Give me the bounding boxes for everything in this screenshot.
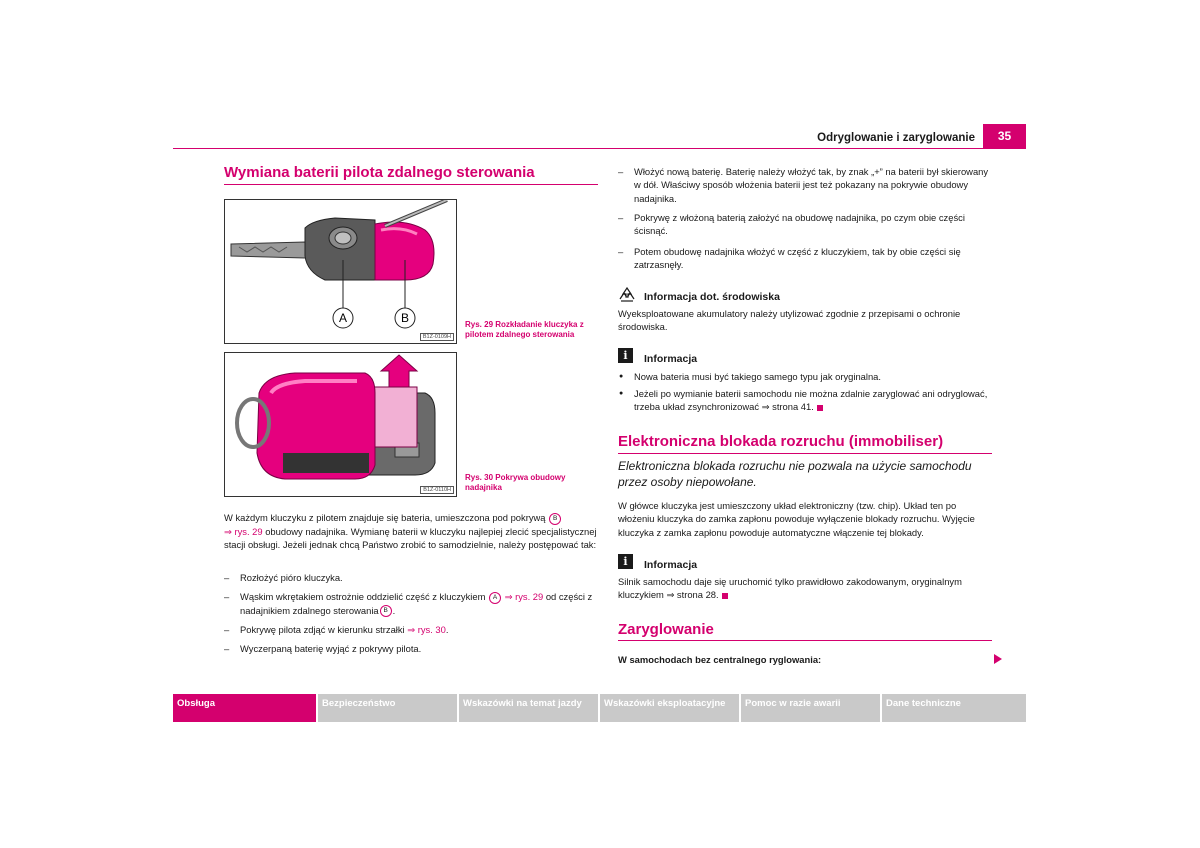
info-heading-2: Informacja (644, 559, 698, 571)
link-fig-30[interactable]: ⇒ rys. 30 (407, 624, 446, 635)
step-6: – Pokrywę z włożoną baterią założyć na obudowę nadajnika, po czym obie części ścisnąć. (618, 211, 992, 238)
svg-text:B: B (400, 311, 410, 325)
section-rule (224, 184, 598, 185)
figure-30-illustration (225, 353, 456, 496)
running-header-title: Odryglowanie i zaryglowanie (817, 132, 975, 144)
step-7: – Potem obudowę nadajnika włożyć w część z kluczykiem, tak by obie części się zatrzasnęły. (618, 245, 992, 272)
intro-paragraph: W każdym kluczyku z pilotem znajduje się bateria, umieszczona pod pokrywą B ⇒ rys. 29 obudowy nadajnika. Wymianę baterii w kluczyku najlepiej zlecić specjalistycznej stacji obsługi. Jeżeli jednak chcą Państwo zrobić to samodzielnie, należy postępować tak: (224, 512, 597, 550)
info-bullet-2: ● Jeżeli po wymianie baterii samochodu nie można zdalnie zaryglować ani odryglować, trzeba układ zsynchronizować ⇒ strona 41. (618, 387, 998, 414)
immobiliser-lead: Elektroniczna blokada rozruchu nie pozwala na użycie samochodu przez osoby niepowołane. (618, 459, 972, 489)
link-fig-29-step[interactable]: ⇒ rys. 29 (504, 591, 544, 602)
recycle-icon (618, 287, 636, 303)
section-title-battery: Wymiana baterii pilota zdalnego sterowania (224, 164, 535, 181)
step-4: – Wyczerpaną baterię wyjąć z pokrywy pilota. (224, 642, 614, 655)
chapter-tabs (173, 694, 1026, 722)
info-2-text: Silnik samochodu daje się uruchomić tylko prawidłowo zakodowanym, oryginalnym kluczykiem ⇒ strona 28. (618, 576, 962, 601)
step-1: – Rozłożyć pióro kluczyka. (224, 571, 614, 584)
tab-pomoc[interactable]: Pomoc w razie awarii (741, 694, 880, 722)
end-marker (817, 405, 823, 411)
figure-29-code: B1Z-0109H (420, 333, 454, 341)
section-rule-locking (618, 640, 992, 641)
tab-bezpieczenstwo[interactable]: Bezpieczeństwo (318, 694, 457, 722)
figure-30-code: B1Z-0110H (420, 486, 454, 494)
circled-a: A (489, 592, 501, 604)
svg-text:A: A (338, 311, 348, 325)
header-rule (173, 148, 1026, 149)
locking-subhead: W samochodach bez centralnego ryglowania: (618, 654, 822, 665)
step-3: – Pokrywę pilota zdjąć w kierunku strzałki ⇒ rys. 30. (224, 623, 614, 636)
section-title-locking: Zaryglowanie (618, 621, 714, 638)
info-icon: i (618, 554, 633, 569)
page-number: 35 (983, 124, 1026, 148)
tab-dane-techniczne[interactable]: Dane techniczne (882, 694, 1026, 722)
info-heading-1: Informacja (644, 353, 698, 365)
end-marker (722, 593, 728, 599)
immobiliser-text: W główce kluczyka jest umieszczony układ elektroniczny (tzw. chip). Układ ten po włożeniu kluczyka do zamka zapłonu powoduje wyłączenie blokady rozruchu. Wyjęcie kluczyka z zamka zapłonu powoduje automatyczne włączenie tej blokady. (618, 500, 975, 538)
circled-b-step: B (380, 605, 392, 617)
env-heading: Informacja dot. środowiska (644, 291, 780, 303)
tab-wskazowki-eksploatacyjne[interactable]: Wskazówki eksploatacyjne (600, 694, 739, 722)
info-bullet-1: ● Nowa bateria musi być takiego samego typu jak oryginalna. (618, 370, 1004, 383)
step-5: – Włożyć nową baterię. Baterię należy włożyć tak, by znak „+” na baterii był skierowany w dół. Właściwy sposób włożenia baterii jest też pokazany na pokrywie obudowy nadajnika. (618, 165, 992, 205)
section-title-immobiliser: Elektroniczna blokada rozruchu (immobiliser) (618, 433, 944, 450)
figure-30 (224, 352, 457, 497)
step-2: – Wąskim wkrętakiem ostrożnie oddzielić część z kluczykiem A ⇒ rys. 29 od części z nadajnikiem zdalnego sterowania B . (224, 590, 598, 617)
continue-arrow-icon[interactable] (994, 654, 1002, 664)
tab-obsluga[interactable]: Obsługa (173, 694, 316, 722)
circled-b: B (549, 513, 561, 525)
figure-29 (224, 199, 457, 344)
env-text: Wyeksploatowane akumulatory należy utylizować zgodnie z przepisami o ochronie środowiska. (618, 308, 961, 333)
tab-wskazowki-jazdy[interactable]: Wskazówki na temat jazdy (459, 694, 598, 722)
figure-29-illustration (225, 200, 456, 343)
figure-30-caption: Rys. 30 Pokrywa obudowy nadajnika (465, 473, 566, 492)
link-fig-29[interactable]: ⇒ rys. 29 (224, 525, 263, 537)
info-icon: i (618, 348, 633, 363)
section-rule-immobiliser (618, 453, 992, 454)
figure-29-caption: Rys. 29 Rozkładanie kluczyka z pilotem zdalnego sterowania (465, 320, 584, 339)
